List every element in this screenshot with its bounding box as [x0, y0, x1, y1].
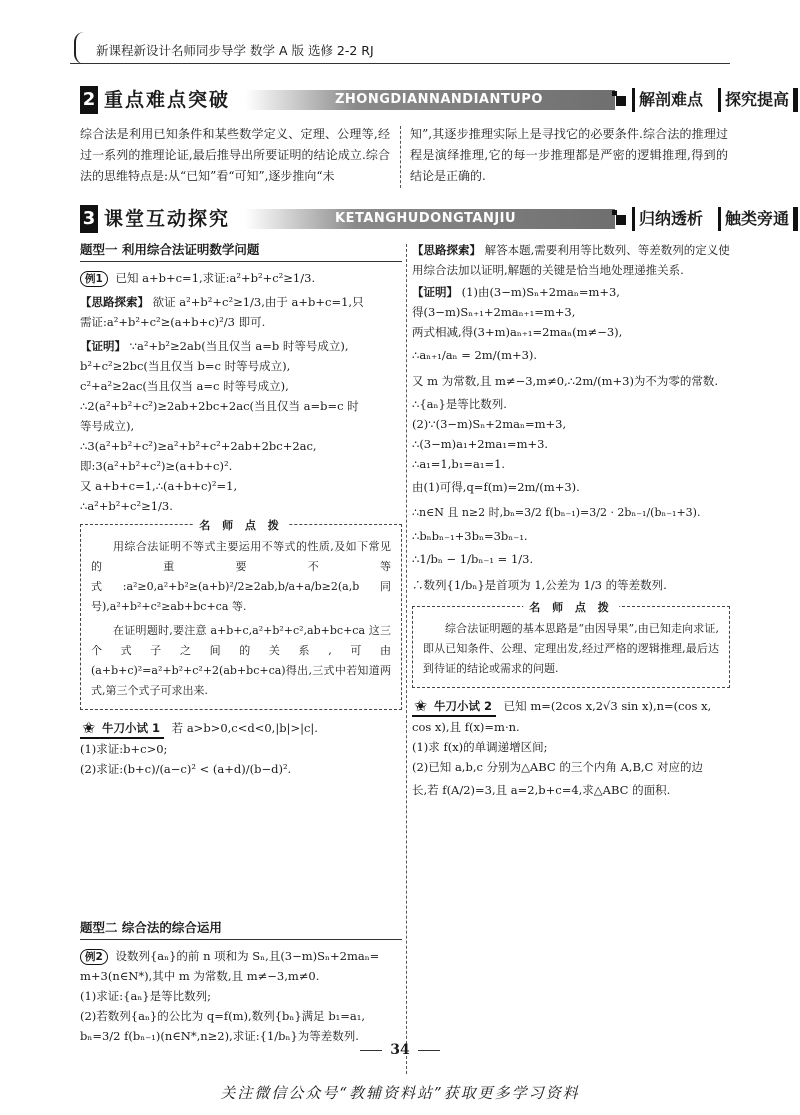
trial2-text: cos x),且 f(x)=m·n. [412, 720, 520, 734]
page-number-dash [418, 1050, 440, 1051]
banner-square-icon [616, 215, 626, 225]
section2-number: 2 [80, 86, 98, 114]
proof2-step: ∴(3−m)a₁+2ma₁=m+3. [412, 437, 549, 451]
section2-pinyin: ZHONGDIANNANDIANTUPO [245, 90, 615, 110]
teacher-tip-box [80, 519, 402, 710]
section2-tag2: 探究提高 [718, 88, 798, 112]
proof2-step: ∴数列{1/bₙ}是首项为 1,公差为 1/3 的等差数列. [412, 578, 667, 592]
section3-number: 3 [80, 205, 98, 233]
proof1-step: b²+c²≥2bc(当且仅当 b=c 时等号成立), [80, 359, 291, 373]
proof2-step: (1)由(3−m)Sₙ+2maₙ=m+3, [461, 285, 620, 299]
proof1-step: ∴2(a²+b²+c²)≥2ab+2bc+2ac(当且仅当 a=b=c 时 [80, 399, 359, 413]
explore-tag: 【思路探索】 [412, 243, 481, 257]
explore1-text1: 欲证 a²+b²+c²≥1/3,由于 a+b+c=1,只 [152, 295, 364, 309]
section2-title: 重点难点突破 [104, 89, 231, 111]
page-number-value: 34 [390, 1042, 410, 1058]
header-text: 新课程新设计名师同步导学 数学 A 版 选修 2-2 RJ [96, 43, 374, 58]
example2-text: m+3(n∈N*),其中 m 为常数,且 m≠−3,m≠0. [80, 969, 320, 983]
trial1-question: (1)求证:b+c>0; [80, 742, 168, 756]
proof2-step: 由(1)可得,q=f(m)=2m/(m+3). [412, 480, 580, 494]
right-column [412, 240, 730, 803]
proof1-step: ∵a²+b²≥2ab(当且仅当 a=b 时等号成立), [129, 339, 349, 353]
trial2-text: 已知 m=(2cos x,2√3 sin x),n=(cos x, [503, 699, 712, 713]
star-icon: ✬ [414, 696, 428, 715]
example2-text: (2)若数列{aₙ}的公比为 q=f(m),数列{bₙ}满足 b₁=a₁, [80, 1009, 366, 1023]
proof1-step: ∴3(a²+b²+c²)≥a²+b²+c²+2ab+2bc+2ac, [80, 439, 317, 453]
teacher-tip-paragraph: 综合法证明题的基本思路是“由因导果”,由已知走向求证,即从已知条件、公理、定理出发,经过严格的逻辑推理,最后达到待证的结论或需求的问题. [423, 622, 719, 675]
header-bracket [74, 32, 86, 64]
proof2-step: 又 m 为常数,且 m≠−3,m≠0,∴2m/(m+3)为不为零的常数. [412, 374, 719, 388]
example1-text: 已知 a+b+c=1,求证:a²+b²+c²≥1/3. [115, 271, 316, 285]
trial2-badge [412, 697, 496, 717]
proof2-step: ∴aₙ₊₁/aₙ = 2m/(m+3). [412, 348, 538, 362]
section2-left-text: 综合法是利用已知条件和某些数学定义、定理、公理等,经过一系列的推理论证,最后推导出所要证明的结论成立.综合法的思维特点是:从“已知”看“可知”,逐步推向“未 [80, 127, 390, 183]
section3-tag2: 触类旁通 [718, 207, 798, 231]
topic2-block [80, 918, 402, 1046]
section3-banner [80, 205, 790, 233]
proof1-step: 等号成立), [80, 419, 135, 433]
teacher-tip-label: 名 师 点 拨 [193, 516, 289, 536]
proof2-step: ∴bₙbₙ₋₁+3bₙ=3bₙ₋₁. [412, 529, 528, 543]
trial1-question: (2)求证:(b+c)/(a−c)² < (a+d)/(b−d)². [80, 762, 292, 776]
teacher-tip-paragraph: 在证明题时,要注意 a+b+c,a²+b²+c²,ab+bc+ca 这三个式子之间的关系,可由(a+b+c)²=a²+b²+c²+2(ab+bc+ca)得出,三式中若知道两式,第三个式子可求出来. [91, 624, 391, 697]
example2-line [80, 946, 402, 966]
trial1-text: 若 a>b>0,c<d<0,|b|>|c|. [171, 721, 318, 735]
section2-banner [80, 86, 790, 114]
footer-note: 关注微信公众号“教辅资料站”获取更多学习资料 [220, 1084, 580, 1102]
proof1-step: 即:3(a²+b²+c²)≥(a+b+c)². [80, 459, 233, 473]
example2-badge: 例2 [80, 949, 108, 965]
explore1-text2: 需证:a²+b²+c²≥(a+b+c)²/3 即可. [80, 315, 266, 329]
proof2-step: ∴1/bₙ − 1/bₙ₋₁ = 1/3. [412, 552, 534, 566]
proof-tag: 【证明】 [80, 339, 126, 353]
left-column [80, 240, 402, 779]
example1 [80, 268, 402, 288]
proof2-step: 两式相减,得(3+m)aₙ₊₁=2maₙ(m≠−3), [412, 325, 623, 339]
trial2-text: (1)求 f(x)的单调递增区间; [412, 740, 548, 754]
proof2-step: ∴{aₙ}是等比数列. [412, 397, 507, 411]
trial2 [412, 696, 730, 803]
proof2-step: ∴a₁=1,b₁=a₁=1. [412, 457, 506, 471]
trial2-badge-label: 牛刀小试 2 [434, 699, 493, 713]
section3-title: 课堂互动探究 [104, 208, 231, 230]
example2-text: 设数列{aₙ}的前 n 项和为 Sₙ,且(3−m)Sₙ+2maₙ= [115, 949, 380, 963]
page-number [0, 1042, 800, 1058]
section2-right-text: 知”,其逐步推理实际上是寻找它的必要条件.综合法的推理过程是演绎推理,它的每一步推理都是严密的逻辑推理,得到的结论是正确的. [410, 127, 728, 183]
trial1 [80, 718, 402, 779]
trial2-text: 长,若 f(A/2)=3,且 a=2,b+c=4,求△ABC 的面积. [412, 783, 671, 797]
teacher-tip-label: 名 师 点 拨 [523, 598, 619, 618]
explore-tag: 【思路探索】 [80, 295, 149, 309]
teacher-tip-box [412, 601, 730, 688]
example1-badge: 例1 [80, 271, 108, 287]
teacher-tip-paragraph: 用综合法证明不等式主要运用不等式的性质,及如下常见的重要不等式:a²≥0,a²+b²≥(a+b)²/2≥2ab,b/a+a/b≥2(a,b同号),a²+b²+c²≥ab+bc+ca 等. [91, 540, 391, 613]
explore1-line1 [80, 292, 402, 312]
proof2-step: 得(3−m)Sₙ₊₁+2maₙ₊₁=m+3, [412, 305, 576, 319]
proof2-line [412, 282, 730, 302]
proof2-step: (2)∵(3−m)Sₙ+2maₙ=m+3, [412, 417, 567, 431]
trial1-badge [80, 719, 164, 739]
explore2-text: 解答本题,需要利用等比数列、等差数列的定义使用综合法加以证明,解题的关键是恰当地处理递推关系. [412, 243, 730, 277]
banner-square-icon [616, 96, 626, 106]
proof1-step: c²+a²≥2ac(当且仅当 a=c 时等号成立), [80, 379, 289, 393]
topic2-title: 题型二 综合法的综合运用 [80, 918, 402, 940]
proof2-step: ∴n∈N 且 n≥2 时,bₙ=3/2 f(bₙ₋₁)=3/2 · 2bₙ₋₁/(bₙ₋₁+3). [412, 506, 701, 519]
page-number-dash [360, 1050, 382, 1051]
section3-tag1: 归纳透析 [632, 207, 703, 231]
proof-tag: 【证明】 [412, 285, 458, 299]
proof1-step: 又 a+b+c=1,∴(a+b+c)²=1, [80, 479, 238, 493]
trial2-text: (2)已知 a,b,c 分别为△ABC 的三个内角 A,B,C 对应的边 [412, 760, 704, 774]
running-header [70, 38, 730, 64]
example2-text: (1)求证:{aₙ}是等比数列; [80, 989, 212, 1003]
example2-text: bₙ=3/2 f(bₙ₋₁)(n∈N*,n≥2),求证:{1/bₙ}为等差数列. [80, 1029, 359, 1043]
section2-tag1: 解剖难点 [632, 88, 703, 112]
column-divider [406, 244, 407, 1074]
proof1-step: ∴a²+b²+c²≥1/3. [80, 499, 173, 513]
proof1-line [80, 336, 402, 356]
explore2 [412, 240, 730, 280]
trial1-badge-label: 牛刀小试 1 [102, 721, 161, 735]
topic1-title: 题型一 利用综合法证明数学问题 [80, 240, 402, 262]
column-divider [400, 126, 401, 188]
section3-pinyin: KETANGHUDONGTANJIU [245, 209, 615, 229]
star-icon: ✬ [82, 718, 96, 737]
